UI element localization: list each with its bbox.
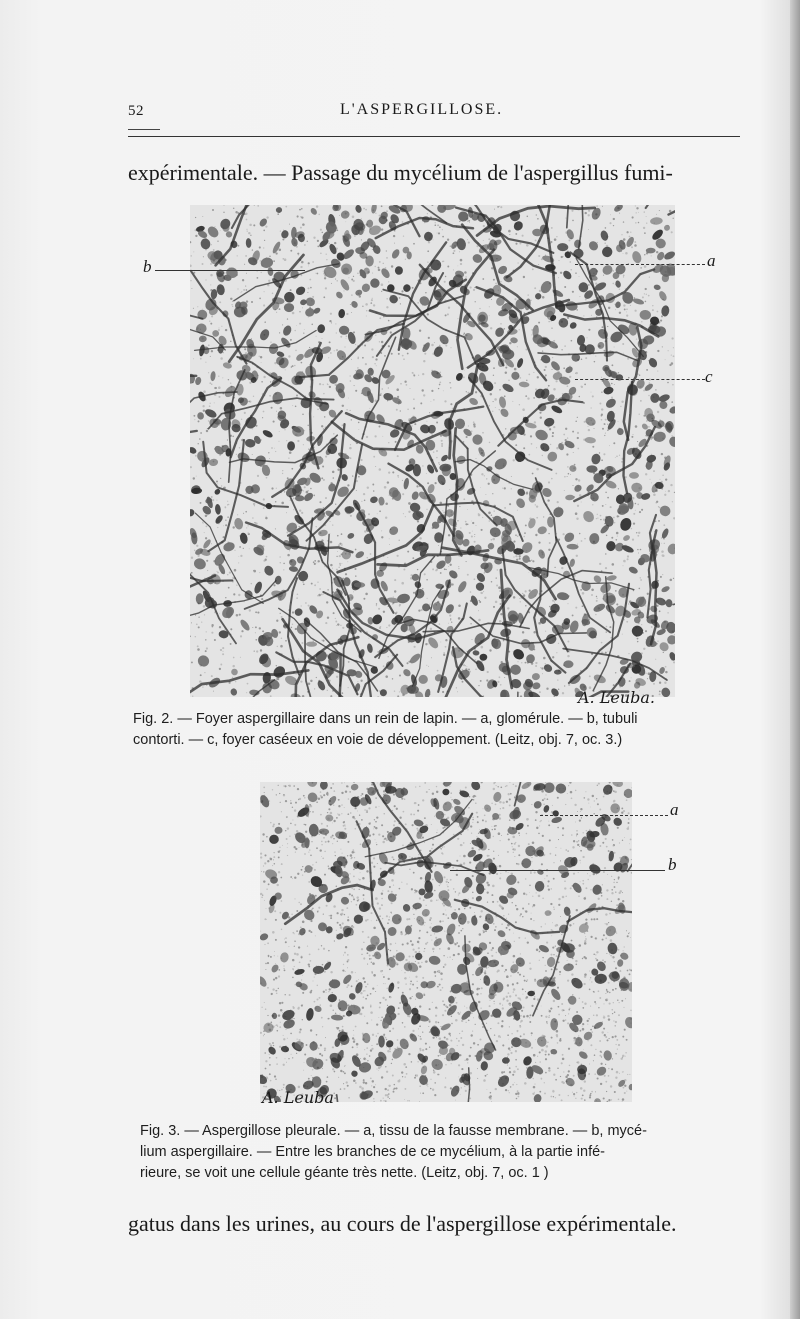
figure-2-drawing — [190, 205, 675, 697]
figure-3-signature: A. Leuba — [262, 1088, 334, 1107]
figure-3-caption-line: rieure, se voit une cellule géante très nette. (Leitz, obj. 7, oc. 1 ) — [140, 1165, 549, 1181]
figure-2-leader-b — [155, 270, 305, 271]
figure-3-leader-b — [450, 870, 665, 871]
figure-2-label-b: b — [143, 257, 152, 276]
figure-2-caption-line: Fig. 2. — Foyer aspergillaire dans un rein de lapin. — a, glomérule. — b, tubuli — [133, 711, 638, 727]
figure-2-leader-c — [575, 379, 705, 380]
figure-2-caption — [133, 709, 753, 751]
body-text-top: expérimentale. — Passage du mycélium de l'aspergillus fumi- — [128, 160, 673, 185]
header-rule — [128, 136, 740, 137]
body-text-bottom: gatus dans les urines, au cours de l'aspergillose expérimentale. — [128, 1211, 677, 1236]
figure-2-signature: A. Leuba. — [578, 688, 655, 707]
page-number: 52 — [128, 103, 144, 119]
book-spine-shadow — [790, 0, 800, 1319]
figure-2-caption-line: contorti. — c, foyer caséeux en voie de développement. (Leitz, obj. 7, oc. 3.) — [133, 732, 623, 748]
figure-3-label-a: a — [670, 800, 679, 819]
figure-2-label-a: a — [707, 251, 716, 270]
header-short-rule — [128, 129, 160, 130]
figure-2-illustration — [190, 205, 675, 697]
figure-3-drawing — [260, 782, 632, 1102]
figure-3-caption-line: Fig. 3. — Aspergillose pleurale. — a, tissu de la fausse membrane. — b, mycé- — [140, 1123, 647, 1139]
figure-3-caption-line: lium aspergillaire. — Entre les branches de ce mycélium, à la partie infé- — [140, 1144, 606, 1160]
figure-3-label-b: b — [668, 855, 677, 874]
figure-3-leader-a — [540, 815, 668, 816]
figure-2-label-c: c — [705, 367, 713, 386]
running-head: L'ASPERGILLOSE. — [340, 101, 504, 118]
figure-2-leader-a — [575, 264, 705, 265]
figure-3-illustration — [260, 782, 632, 1102]
figure-3-caption — [140, 1121, 752, 1184]
